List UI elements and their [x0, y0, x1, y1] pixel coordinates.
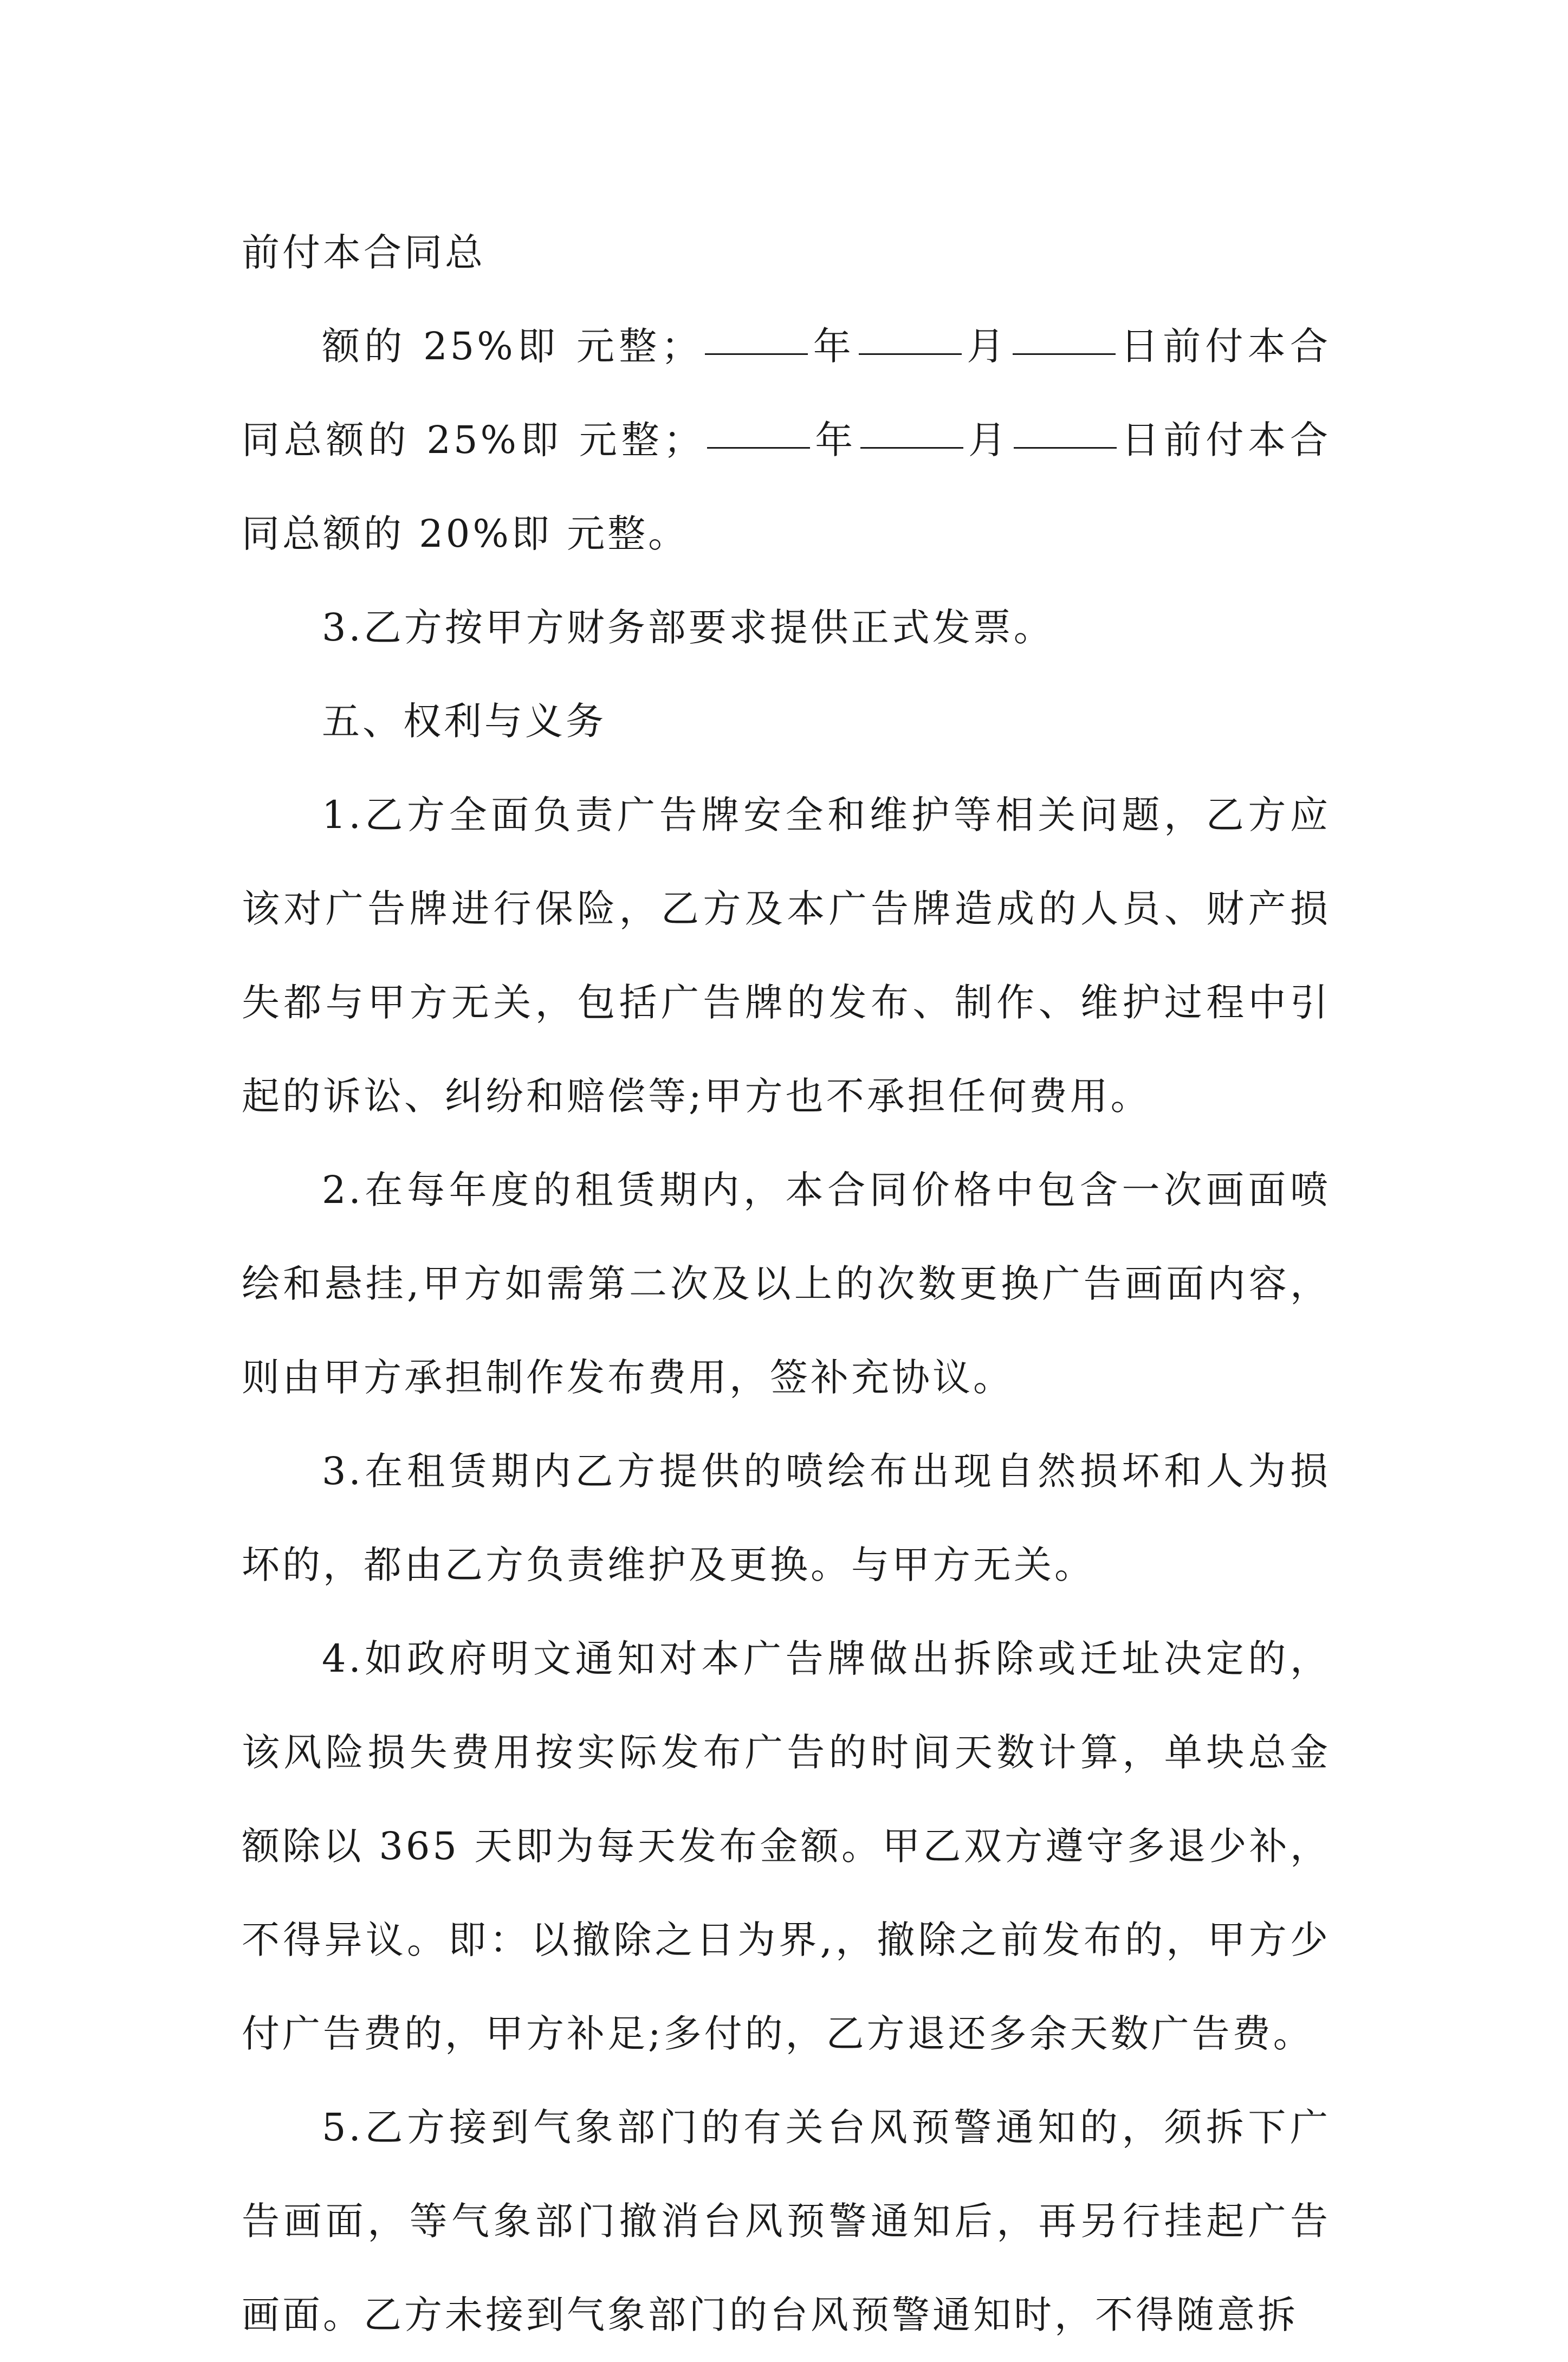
payment-text-2: 日前付本合同总额的 25%即 元整；	[242, 324, 1331, 462]
payment-text-3: 日前付本合同总额的 20%即 元整。	[242, 418, 1331, 556]
blank-day-1	[1013, 353, 1116, 355]
blank-month-2	[860, 446, 963, 449]
clause-1-safety-maintenance: 1.乙方全面负责广告牌安全和维护等相关问题，乙方应该对广告牌进行保险，乙方及本广告牌造成的人员、财产损失都与甲方无关，包括广告牌的发布、制作、维护过程中引起的诉讼、纠纷和赔偿等;甲方也不承担任何费用。	[242, 793, 1331, 1118]
paragraph-payment-schedule	[242, 300, 1331, 581]
blank-year-2	[707, 446, 810, 449]
month-label-1: 月	[964, 324, 1009, 368]
section-heading-rights-obligations: 五、权利与义务	[322, 699, 606, 743]
paragraph-invoice: 3.乙方按甲方财务部要求提供正式发票。	[322, 605, 1054, 650]
contract-body	[242, 206, 1331, 2362]
month-label-2: 月	[967, 418, 1010, 462]
blank-year-1	[705, 353, 808, 355]
year-label-1: 年	[811, 324, 856, 368]
blank-day-2	[1014, 446, 1117, 449]
payment-text-1: 额的 25%即 元整；	[322, 324, 702, 368]
paragraph-continued-heading: 前付本合同总	[242, 230, 485, 275]
clause-3-damage-replacement: 3.在租赁期内乙方提供的喷绘布出现自然损坏和人为损坏的，都由乙方负责维护及更换。与甲方无关。	[242, 1449, 1331, 1587]
blank-month-1	[859, 353, 962, 355]
clause-4-government-removal: 4.如政府明文通知对本广告牌做出拆除或迁址决定的，该风险损失费用按实际发布广告的时间天数计算，单块总金额除以 365 天即为每天发布金额。甲乙双方遵守多退少补，不得异议。即：以撤除之日为界,，撤除之前发布的，甲方少付广告费的，甲方补足;多付的，乙方退还多余天数广告费。	[242, 1636, 1331, 2056]
clause-5-typhoon-warning: 5.乙方接到气象部门的有关台风预警通知的，须拆下广告画面，等气象部门撤消台风预警通知后，再另行挂起广告画面。乙方未接到气象部门的台风预警通知时，不得随意拆	[242, 2105, 1331, 2337]
clause-2-rental-period: 2.在每年度的租赁期内，本合同价格中包含一次画面喷绘和悬挂,甲方如需第二次及以上的次数更换广告画面内容，则由甲方承担制作发布费用，签补充协议。	[242, 1168, 1331, 1400]
year-label-2: 年	[813, 418, 858, 462]
